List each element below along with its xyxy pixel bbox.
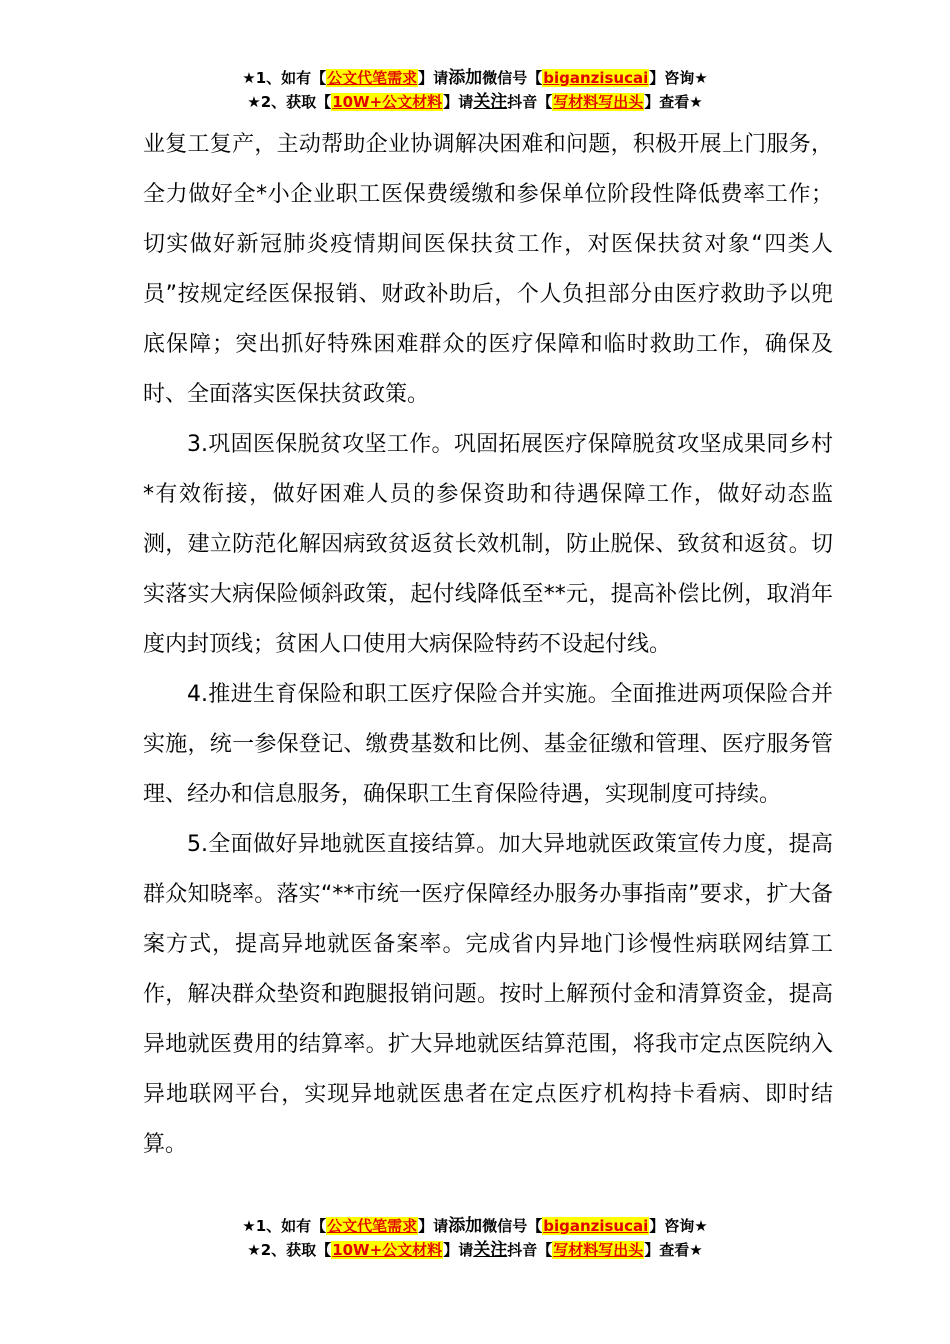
promo-text: ★2、获取【 <box>247 93 332 111</box>
promo-emphasis: 关注 <box>473 1240 508 1260</box>
promo-line-2 <box>0 1238 950 1262</box>
paragraph: 4.推进生育保险和职工医疗保险合并实施。全面推进两项保险合并实施，统一参保登记、缴费基数和比例、基金征缴和管理、医疗服务管理、经办和信息服务，确保职工生育保险待遇，实现制度可持续。 <box>143 682 833 807</box>
footer-promo-banner <box>0 1214 950 1262</box>
promo-douyin-name: 写材料写出头 <box>553 1241 644 1259</box>
promo-highlight: 10W+公文材料 <box>332 93 443 111</box>
promo-highlight: 公文代笔需求 <box>327 1217 418 1235</box>
header-promo-banner <box>0 66 950 114</box>
promo-highlight: 公文代笔需求 <box>327 69 418 87</box>
promo-line-2 <box>0 90 950 114</box>
promo-text: 】请 <box>443 93 474 111</box>
promo-emphasis: 添加 <box>448 68 483 88</box>
promo-wechat-id: biganzisucai <box>543 1217 649 1235</box>
promo-douyin-name: 写材料写出头 <box>553 93 644 111</box>
paragraph: 业复工复产，主动帮助企业协调解决困难和问题，积极开展上门服务，全力做好全*小企业职工医保费缓缴和参保单位阶段性降低费率工作；切实做好新冠肺炎疫情期间医保扶贫工作，对医保扶贫对象“四类人员”按规定经医保报销、财政补助后，个人负担部分由医疗救助予以兜底保障；突出抓好特殊困难群众的医疗保障和临时救助工作，确保及时、全面落实医保扶贫政策。 <box>143 132 833 407</box>
promo-text: 】咨询★ <box>649 69 708 87</box>
promo-text: ★1、如有【 <box>242 69 327 87</box>
promo-text: 】查看★ <box>644 1241 703 1259</box>
promo-text: 】请 <box>418 69 449 87</box>
promo-wechat-id: biganzisucai <box>543 69 649 87</box>
promo-line-1 <box>0 1214 950 1238</box>
promo-text: 微信号【 <box>482 69 543 87</box>
promo-emphasis: 关注 <box>473 92 508 112</box>
document-body <box>143 120 833 1170</box>
paragraph: 5.全面做好异地就医直接结算。加大异地就医政策宣传力度，提高群众知晓率。落实“**市统一医疗保障经办服务办事指南”要求，扩大备案方式，提高异地就医备案率。完成省内异地门诊慢性病联网结算工作，解决群众垫资和跑腿报销问题。按时上解预付金和清算资金，提高异地就医费用的结算率。扩大异地就医结算范围，将我市定点医院纳入异地联网平台，实现异地就医患者在定点医疗机构持卡看病、即时结算。 <box>143 832 833 1157</box>
promo-text: 】请 <box>443 1241 474 1259</box>
promo-text: ★2、获取【 <box>247 1241 332 1259</box>
promo-text: 抖音【 <box>507 1241 553 1259</box>
promo-text: 微信号【 <box>482 1217 543 1235</box>
promo-text: 】请 <box>418 1217 449 1235</box>
paragraph: 3.巩固医保脱贫攻坚工作。巩固拓展医疗保障脱贫攻坚成果同乡村*有效衔接，做好困难人员的参保资助和待遇保障工作，做好动态监测，建立防范化解因病致贫返贫长效机制，防止脱保、致贫和返贫。切实落实大病保险倾斜政策，起付线降低至**元，提高补偿比例，取消年度内封顶线；贫困人口使用大病保险特药不设起付线。 <box>143 432 833 657</box>
promo-text: 抖音【 <box>507 93 553 111</box>
promo-text: 】咨询★ <box>649 1217 708 1235</box>
promo-line-1 <box>0 66 950 90</box>
promo-text: 】查看★ <box>644 93 703 111</box>
promo-highlight: 10W+公文材料 <box>332 1241 443 1259</box>
promo-text: ★1、如有【 <box>242 1217 327 1235</box>
promo-emphasis: 添加 <box>448 1216 483 1236</box>
